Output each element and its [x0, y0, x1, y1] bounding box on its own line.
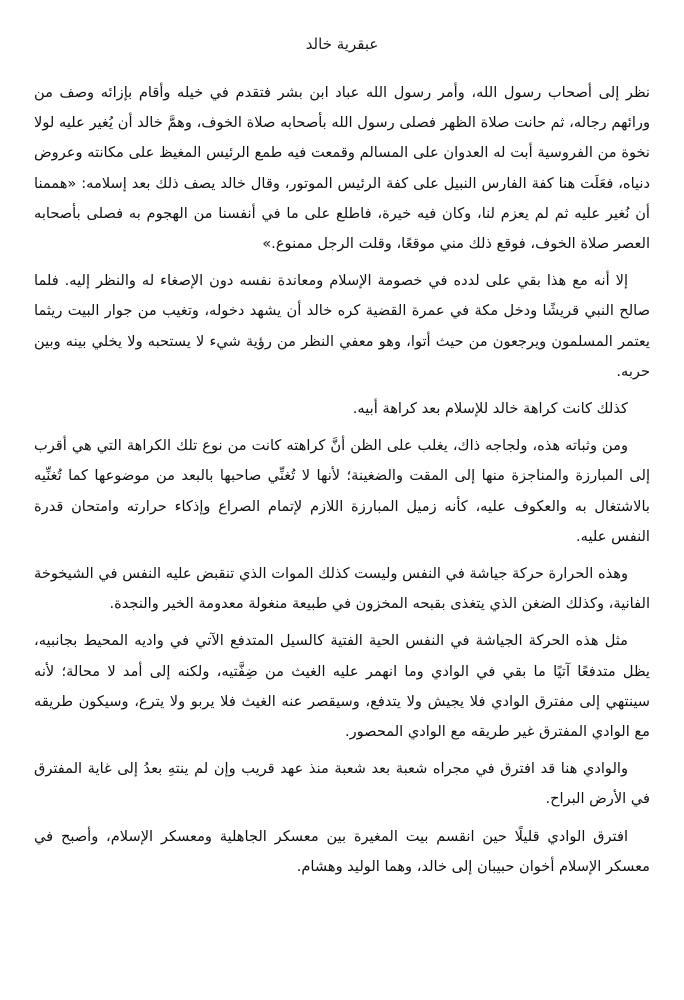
running-header-title: عبقرية خالد — [305, 35, 379, 53]
book-page — [34, 0, 650, 1000]
paragraph-4: ومن وثباته هذه، ولجاجه ذاك، يغلب على الظن أنَّ كراهته كانت من نوع تلك الكراهة التي هي أقرب إلى المبارزة والمناجزة منها إلى المقت والضغينة؛ لأنها لا تُغنِّي صاحبها بالبعد من موضوعها كما تُغنِّيه بالاشتغال به والعكوف عليه، كأنه زميل المبارزة اللازم لإتمام الصراع وإذكاء حرارته وامتحان قدرة النفس عليه. — [34, 437, 650, 545]
paragraph-6: مثل هذه الحركة الجياشة في النفس الحية الفتية كالسيل المتدفع الآتي في واديه المحيط بجانبيه، يظل متدفعًا آتيًا ما بقي في الوادي وما انهمر عليه الغيث من ضِفَّتيه، ولكنه إلى أمد لا محالة؛ لأنه سينتهي إلى مفترق الوادي فلا يجيش ولا يتدفع، وسيقصر عنه الغيث فلا يربو ولا يترع، وسيكون طريقه مع الوادي المفترق غير طريقه مع الوادي المحصور. — [34, 632, 650, 741]
paragraph-8: افترق الوادي قليلًا حين انقسم بيت المغيرة بين معسكر الجاهلية ومعسكر الإسلام، وأصبح في معسكر الإسلام أخوان حبيبان إلى خالد، وهما الوليد وهشام. — [34, 827, 650, 875]
paragraph-7: والوادي هنا قد افترق في مجراه شعبة بعد شعبة منذ عهد قريب وإن لم ينتهِ بعدُ إلى غاية المفترق في الأرض البراح. — [34, 760, 650, 808]
paragraph-3: كذلك كانت كراهة خالد للإسلام بعد كراهة أبيه. — [352, 400, 628, 418]
paragraph-1: نظر إلى أصحاب رسول الله، وأمر رسول الله عباد ابن بشر فتقدم في خيله وأقام بإزائه وصف من ورائهم رجاله، ثم حانت صلاة الظهر فصلى رسول الله بأصحابه صلاة الخوف، وهمَّ خالد أن يُغير عليه لولا نخوة من الفروسية أبت له العدوان على المسالم وقمعت فيه طمع الرئيس المغيظ على مكانته وعروض دنياه، فعَلَت هنا كفة الفارس النبيل على كفة الرئيس الموتور، وقال خالد يصف ذلك بعد إسلامه: «هممنا أن نُغير عليه ثم لم يعزم لنا، وكان فيه خيرة، فاطلع على ما في أنفسنا من الهجوم به فصلى بأصحابه العصر صلاة الخوف، فوقع ذلك مني موقعًا، وقلت الرجل ممنوع.» — [34, 84, 650, 253]
paragraph-5: وهذه الحرارة حركة جياشة في النفس وليست كذلك الموات الذي تنقبض عليه النفس في الشيخوخة الفانية، وكذلك الضغن الذي يتغذى بقبحه المخزون في طبيعة منغولة معدومة الخير والنجدة. — [34, 565, 650, 613]
paragraph-2: إلا أنه مع هذا بقي على لدده في خصومة الإسلام ومعاندة نفسه دون الإصغاء له والنظر إليه. فلما صالح النبي قريشًا ودخل مكة في عمرة القضية كره خالد أن يشهد دخوله، وتغيب من جوار البيت ريثما يعتمر المسلمون ويرجعون من حيث أتوا، وهو معفي النظر من رؤية شيء لا يستحبه ولا يخلي بينه وبين حربه. — [34, 272, 650, 380]
body-text — [34, 78, 650, 882]
